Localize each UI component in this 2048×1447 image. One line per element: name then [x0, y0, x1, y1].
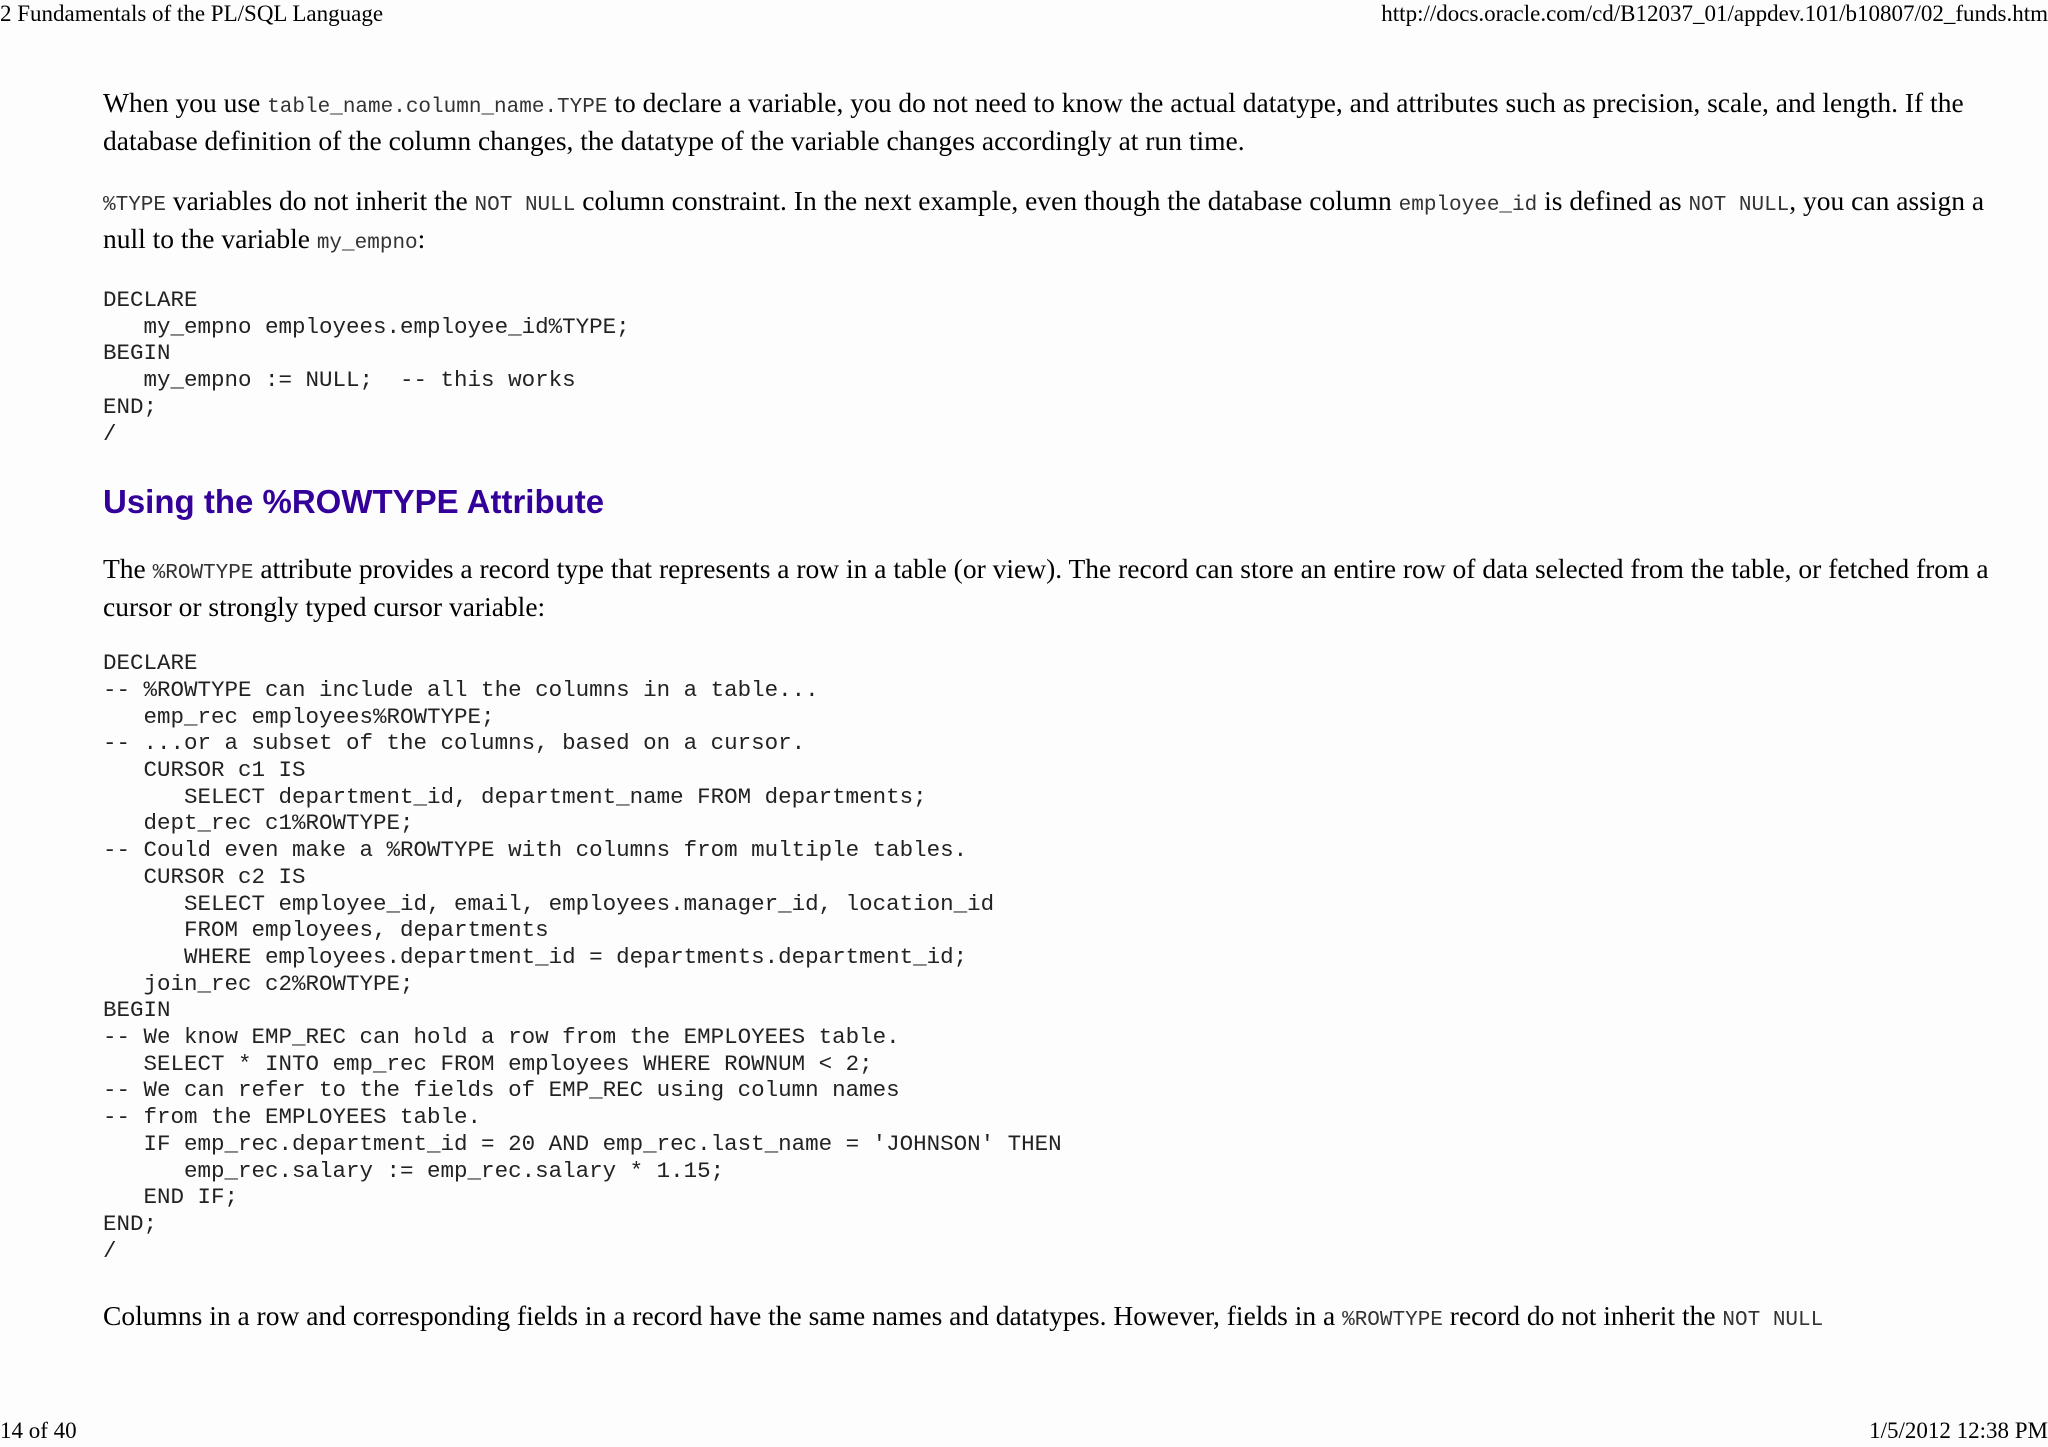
page-footer-page-number: 14 of 40 [0, 1418, 77, 1443]
page-header-url: http://docs.oracle.com/cd/B12037_01/appdev.101/b10807/02_funds.htm [1381, 1, 2048, 26]
inline-code: NOT NULL [474, 194, 576, 217]
inline-code: %ROWTYPE [152, 562, 254, 586]
inline-code: my_empno [316, 232, 418, 255]
inline-code: employee_id [1398, 194, 1538, 217]
inline-code: %ROWTYPE [1342, 1309, 1443, 1333]
paragraph-not-null: %TYPE variables do not inherit the NOT NULL column constraint. In the next example, even though the database column employee_id is defined as NOT NULL, you can assign a null to the variable my_empno: [103, 185, 1985, 255]
inline-code: NOT NULL [1722, 1309, 1824, 1333]
inline-code: %TYPE [103, 194, 167, 217]
code-example-rowtype: DECLARE -- %ROWTYPE can include all the columns in a table... emp_rec employees%ROWTYPE; -- ...or a subset of the columns, based on a cursor. CURSOR c1 IS SELECT department_id, department_name FROM departments; dept_rec c1%ROWTYPE; -- Could even make a %ROWTYPE with columns from multiple tables. CURSOR c2 IS SELECT employee_id, email, employees.manager_id, location_id FROM employees, departments WHERE employees.department_id = departments.department_id; join_rec c2%ROWTYPE; BEGIN -- We know EMP_REC can hold a row from the EMPLOYEES table. SELECT * INTO emp_rec FROM employees WHERE ROWNUM < 2; -- We can refer to the fields of EMP_REC using column names -- from the EMPLOYEES table. IF emp_rec.department_id = 20 AND emp_rec.last_name = 'JOHNSON' THEN emp_rec.salary := emp_rec.salary * 1.15; END IF; END; / [103, 650, 1062, 1264]
document-content [103, 86, 2033, 1364]
paragraph-rowtype: The %ROWTYPE attribute provides a record type that represents a row in a table (or view). The record can store an entire row of data selected from the table, or fetched from a cursor or strongly typed cursor variable: [103, 553, 1989, 623]
paragraph-type-declaration: When you use table_name.column_name.TYPE to declare a variable, you do not need to know the actual datatype, and attributes such as precision, scale, and length. If the database definition of the column changes, the datatype of the variable changes accordingly at run time. [103, 87, 1964, 156]
page-header-title: 2 Fundamentals of the PL/SQL Language [0, 1, 384, 26]
section-heading: Using the %ROWTYPE Attribute [103, 483, 605, 521]
inline-code: NOT NULL [1688, 194, 1790, 217]
code-example-type: DECLARE my_empno employees.employee_id%TYPE; BEGIN my_empno := NULL; -- this works END; / [103, 287, 630, 447]
inline-code: table_name.column_name.TYPE [267, 96, 608, 119]
page-footer-datetime: 1/5/2012 12:38 PM [1869, 1418, 2048, 1443]
paragraph-columns-fields: Columns in a row and corresponding fields in a record have the same names and datatypes. However, fields in a %ROWTYPE record do not inherit the NOT NULL [103, 1300, 1824, 1333]
